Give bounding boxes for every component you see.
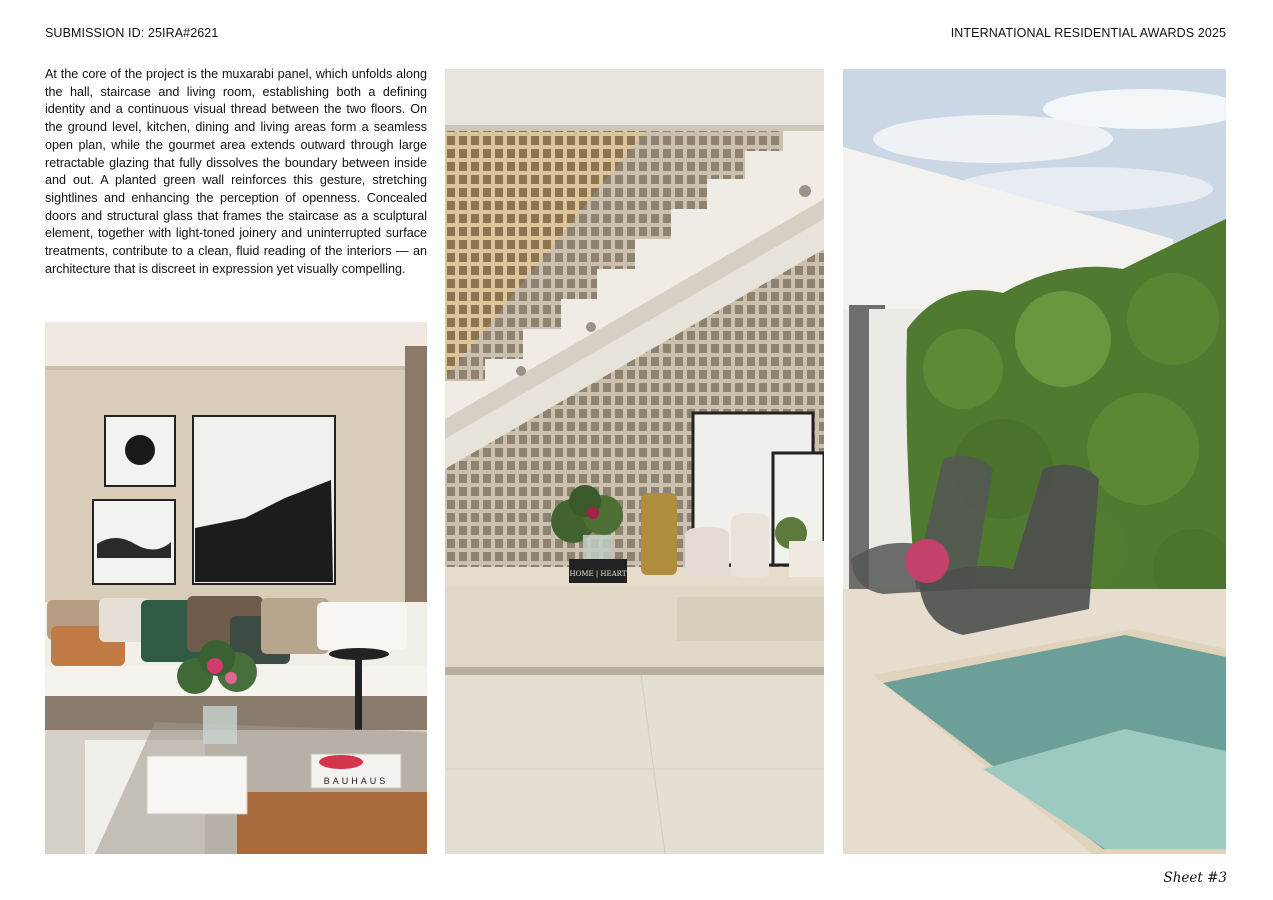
project-description: At the core of the project is the muxarabi panel, which unfolds along the hall, staircase and living room, establishing both a defining identity and a continuous visual thread between the two floors. On the ground level, kitchen, dining and living areas form a seamless open plan, while the gourmet area extends outward through large retractable glazing that fully dissolves the boundary between inside and out. A planted green wall reinforces this gesture, stretching sightlines and enhancing the perception of openness. Concealed doors and structural glass that frames the staircase as a sculptural element, together with light-toned joinery and uninterrupted surface treatments, contribute to a clean, fluid reading of the interiors — an architecture that is discreet in expression yet visually compelling. — [45, 67, 427, 276]
pool-garden-photo — [843, 69, 1226, 854]
award-title: INTERNATIONAL RESIDENTIAL AWARDS 2025 — [950, 26, 1226, 40]
pool-garden-illustration — [843, 69, 1226, 854]
staircase-photo — [445, 69, 824, 854]
bauhaus-book-label: BAUHAUS — [323, 776, 389, 786]
living-room-illustration — [45, 322, 427, 854]
sheet-number: Sheet #3 — [1163, 870, 1227, 886]
staircase-illustration — [445, 69, 824, 854]
living-room-photo — [45, 322, 427, 854]
submission-id: SUBMISSION ID: 25IRA#2621 — [45, 26, 219, 40]
home-heart-book-label: HOME | HEART — [569, 570, 627, 578]
